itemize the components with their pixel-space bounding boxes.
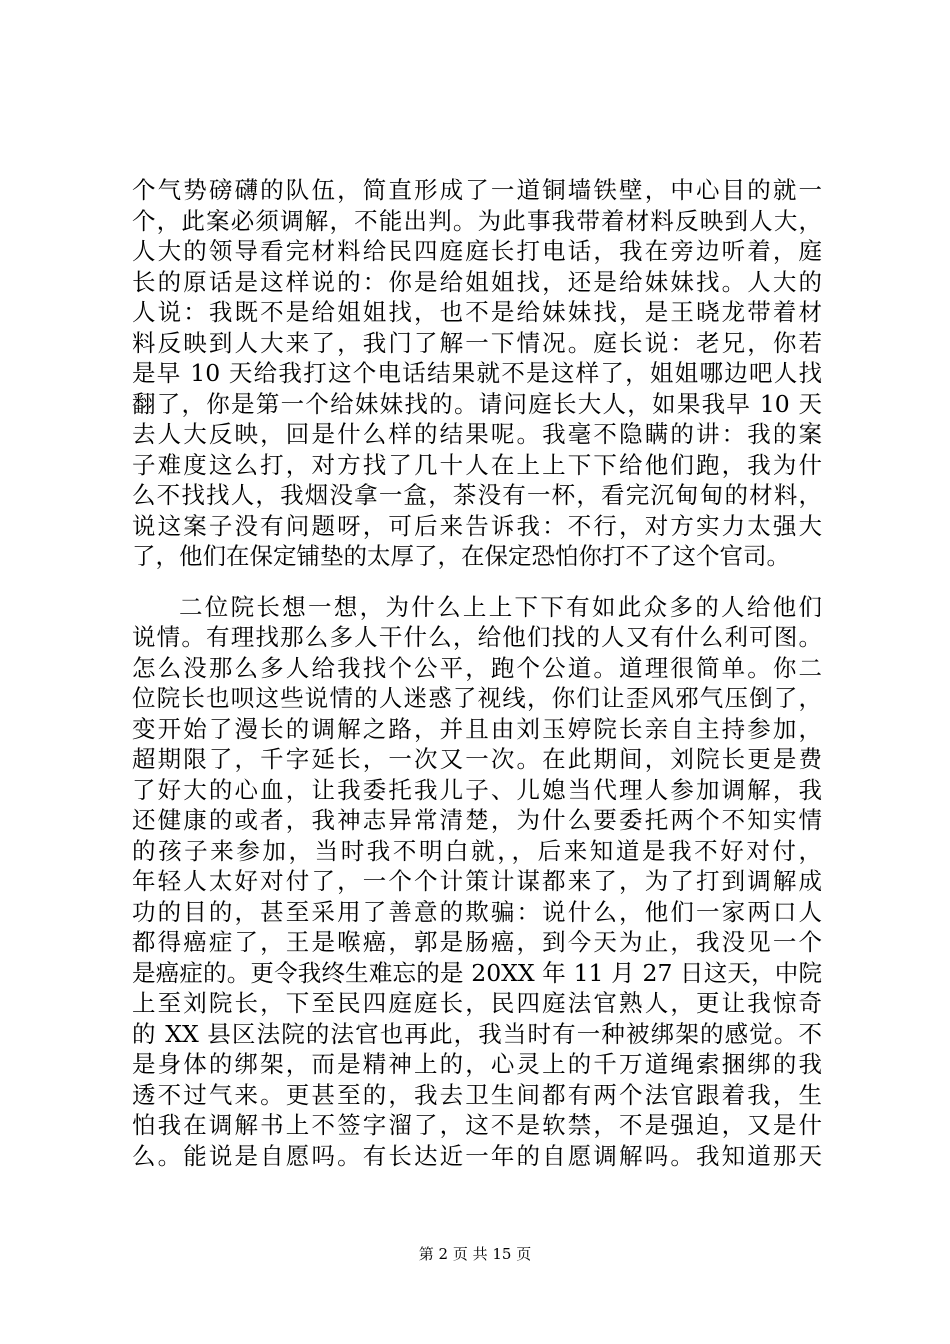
- text-line: 料反映到人大来了，我门了解一下情况。庭长说：老兄，你若: [132, 328, 822, 357]
- text-line: 长的原话是这样说的：你是给姐姐找，还是给妹妹找。人大的: [132, 267, 822, 296]
- text-line: 是早 10 天给我打这个电话结果就不是这样了，姐姐哪边吧人找: [132, 359, 822, 387]
- text-line: 怕我在调解书上不签字溜了，这不是软禁，不是强迫，又是什: [132, 1111, 822, 1139]
- paragraph: [132, 175, 822, 572]
- document-body: [132, 175, 822, 1171]
- text-line: 二位院长想一想，为什么上上下下有如此众多的人给他们: [179, 592, 822, 621]
- paragraph-gap: [132, 572, 822, 592]
- text-line: 说这案子没有问题呀，可后来告诉我：不行，对方实力太强大: [132, 511, 822, 540]
- text-line: 翻了，你是第一个给妹妹找的。请问庭长大人，如果我早 10 天: [132, 389, 822, 418]
- text-line: 年轻人太好对付了，一个个计策计谋都来了，为了打到调解成: [132, 867, 822, 895]
- text-line: 透不过气来。更甚至的，我去卫生间都有两个法官跟着我，生: [132, 1080, 822, 1109]
- text-line: 个气势磅礴的队伍，简直形成了一道铜墙铁壁，中心目的就一: [132, 176, 822, 204]
- text-line: 变开始了漫长的调解之路，并且由刘玉婷院长亲自主持参加，: [132, 714, 822, 743]
- text-line: 人说：我既不是给姐姐找，也不是给妹妹找，是王晓龙带着材: [132, 298, 822, 326]
- text-line: 了好大的心血，让我委托我儿子、儿媳当代理人参加调解，我: [132, 775, 822, 804]
- text-line: 么。能说是自愿吗。有长达近一年的自愿调解吗。我知道那天: [132, 1141, 822, 1170]
- text-line: 是身体的绑架，而是精神上的，心灵上的千万道绳索捆绑的我: [132, 1050, 822, 1078]
- text-line: 的孩子来参加，当时我不明白就，，后来知道是我不好对付，: [132, 836, 822, 865]
- text-line: 说情。有理找那么多人干什么，给他们找的人又有什么利可图。: [132, 623, 822, 651]
- text-line: 么不找找人，我烟没拿一盒，茶没有一杯，看完沉甸甸的材料，: [132, 481, 822, 509]
- text-line: 功的目的，甚至采用了善意的欺骗：说什么，他们一家两口人: [132, 897, 822, 926]
- paragraph: [132, 592, 822, 1172]
- text-line: 了，他们在保定铺垫的太厚了，在保定恐怕你打不了这个官司。: [132, 542, 790, 570]
- text-line: 的 XX 县区法院的法官也再此，我当时有一种被绑架的感觉。不: [132, 1019, 822, 1048]
- text-line: 都得癌症了，王是喉癌，郭是肠癌，到今天为止，我没见一个: [132, 928, 822, 956]
- text-line: 是癌症的。更令我终生难忘的是 20XX 年 11 月 27 日这天，中院: [132, 958, 822, 987]
- text-line: 上至刘院长，下至民四庭庭长，民四庭法官熟人，更让我惊奇: [132, 989, 822, 1017]
- text-line: 还健康的或者，我神志异常清楚，为什么要委托两个不知实情: [132, 806, 822, 834]
- text-line: 子难度这么打，对方找了几十人在上上下下给他们跑，我为什: [132, 450, 822, 479]
- text-line: 位院长也呗这些说情的人迷惑了视线，你们让歪风邪气压倒了，: [132, 684, 822, 712]
- text-line: 超期限了，千字延长，一次又一次。在此期间，刘院长更是费: [132, 745, 822, 773]
- text-line: 怎么没那么多人给我找个公平，跑个公道。道理很简单。你二: [132, 653, 822, 682]
- text-line: 人大的领导看完材料给民四庭庭长打电话，我在旁边听着，庭: [132, 237, 822, 265]
- text-line: 个，此案必须调解，不能出判。为此事我带着材料反映到人大，: [132, 206, 822, 235]
- page-footer: 第 2 页 共 15 页: [418, 1245, 532, 1263]
- text-line: 去人大反映，回是什么样的结果呢。我毫不隐瞒的讲：我的案: [132, 420, 822, 448]
